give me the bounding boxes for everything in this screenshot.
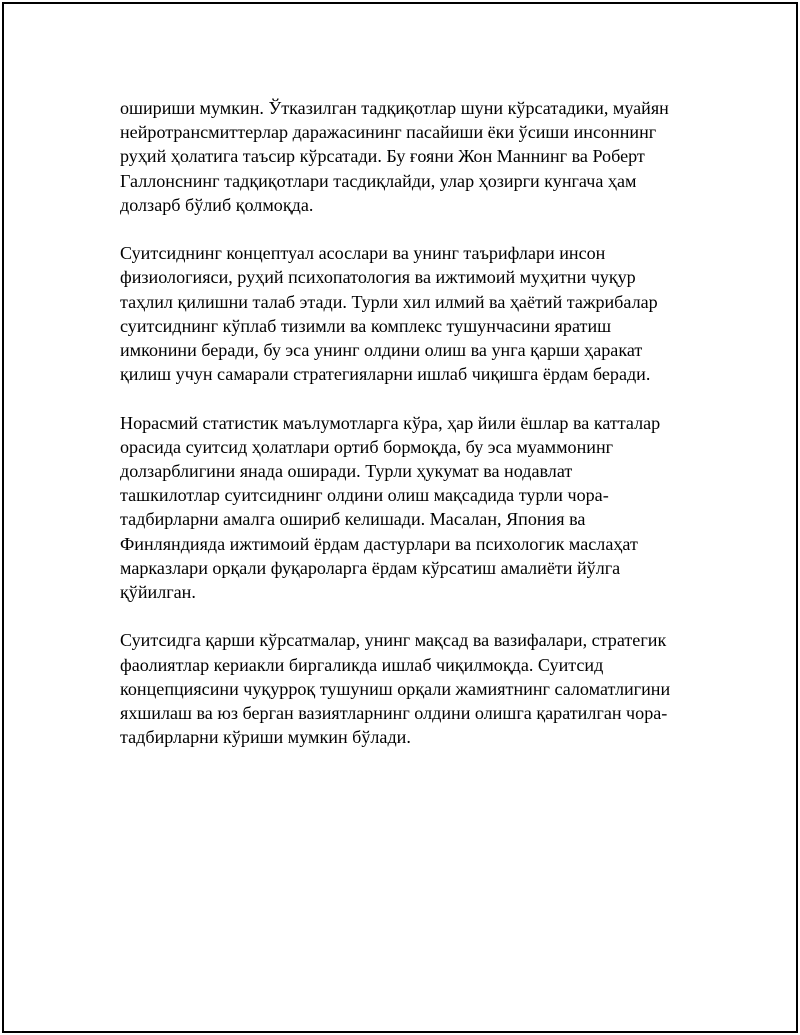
text-line: концепциясини чуқурроқ тушуниш орқали жамиятнинг саломатлигини bbox=[120, 678, 671, 699]
text-line: тадбирларни амалга ошириб келишади. Масалан, Япония ва bbox=[120, 509, 586, 530]
text-line: таҳлил қилишни талаб этади. Турли хил илмий ва ҳаётий тажрибалар bbox=[120, 291, 658, 312]
text-line: тадбирларни кўриши мумкин бўлади. bbox=[120, 727, 411, 748]
text-line: ташкилотлар суитсиднинг олдини олиш мақсадида турли чора- bbox=[120, 485, 609, 506]
text-line: нейротрансмиттерлар даражасининг пасайиши ёки ўсиши инсоннинг bbox=[120, 122, 657, 143]
text-line: фаолиятлар кериакли биргаликда ишлаб чиқилмоқда. Суитсид bbox=[120, 654, 604, 675]
paragraph-3 bbox=[120, 411, 695, 605]
text-line: физиологияси, руҳий психопатология ва ижтимоий муҳитни чуқур bbox=[120, 267, 636, 288]
text-line: Финляндияда ижтимоий ёрдам дастурлари ва психологик маслаҳат bbox=[120, 533, 638, 554]
text-line: Суитсиднинг концептуал асослари ва унинг таърифлари инсон bbox=[120, 243, 606, 264]
text-line: қилиш учун самарали стратегияларни ишлаб чиқишга ёрдам беради. bbox=[120, 364, 651, 385]
text-line: Галлонснинг тадқиқотлари тасдиқлайди, улар ҳозирги кунгача ҳам bbox=[120, 170, 637, 191]
text-line: долзарб бўлиб қолмоқда. bbox=[120, 194, 314, 215]
text-line: орасида суитсид ҳолатлари ортиб бормоқда, бу эса муаммонинг bbox=[120, 436, 614, 457]
text-line: марказлари орқали фуқароларга ёрдам кўрсатиш амалиёти йўлга bbox=[120, 557, 621, 578]
text-line: имконини беради, бу эса унинг олдини олиш ва унга қарши ҳаракат bbox=[120, 340, 643, 361]
document-body bbox=[120, 96, 695, 774]
paragraph-2 bbox=[120, 241, 695, 386]
text-line: долзарблигини янада оширади. Турли ҳукумат ва нодавлат bbox=[120, 461, 573, 482]
text-line: Норасмий статистик маълумотларга кўра, ҳар йили ёшлар ва катталар bbox=[120, 412, 661, 433]
page-frame bbox=[2, 2, 798, 1033]
text-line: қўйилган. bbox=[120, 582, 196, 603]
text-line: ошириши мумкин. Ўтказилган тадқиқотлар шуни кўрсатадики, муайян bbox=[120, 98, 669, 118]
paragraph-1 bbox=[120, 96, 695, 217]
text-line: Суитсидга қарши кўрсатмалар, унинг мақсад ва вазифалари, стратегик bbox=[120, 630, 667, 651]
text-line: руҳий ҳолатига таъсир кўрсатади. Бу ғояни Жон Маннинг ва Роберт bbox=[120, 146, 645, 167]
text-line: яхшилаш ва юз берган вазиятларнинг олдини олишга қаратилган чора- bbox=[120, 703, 668, 724]
paragraph-4 bbox=[120, 628, 695, 749]
text-line: суитсиднинг кўплаб тизимли ва комплекс тушунчасини яратиш bbox=[120, 315, 612, 336]
